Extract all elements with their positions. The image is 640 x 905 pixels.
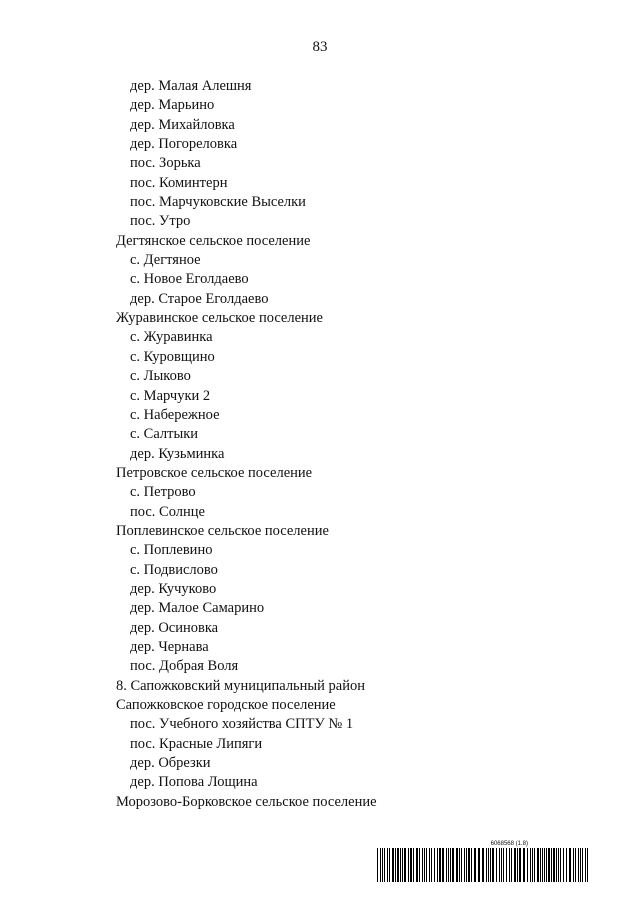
locality-item: с. Набережное [130,406,220,423]
locality-item: с. Марчуки 2 [130,387,211,404]
locality-item: дер. Обрезки [130,755,211,772]
locality-item: дер. Попова Лощина [130,774,258,791]
locality-item: с. Подвислово [130,561,218,578]
locality-item: пос. Утро [130,213,191,230]
barcode-image [377,848,590,882]
locality-item: с. Куровщино [130,348,215,365]
section-heading: Сапожковское городское поселение [116,697,336,713]
locality-item: дер. Кучуково [130,580,217,597]
section-heading: Морозово-Борковское сельское поселение [116,793,377,810]
locality-item: с. Лыково [130,368,191,385]
locality-item: дер. Чернава [130,638,209,655]
locality-item: дер. Малое Самарино [130,600,265,617]
locality-item: пос. Добрая Воля [130,658,239,675]
locality-item: дер. Погореловка [130,136,238,153]
settlement-list [116,77,596,812]
locality-item: с. Поплевино [130,542,213,559]
locality-item: дер. Марьино [130,97,215,114]
locality-item: пос. Солнце [130,503,205,520]
section-heading: 8. Сапожковский муниципальный район [116,677,366,694]
locality-item: с. Дегтяное [130,252,201,269]
stamp-code: 6068568 (1.8) [490,841,528,847]
locality-item: пос. Марчуковские Выселки [130,194,306,211]
section-heading: Петровское сельское поселение [116,464,313,481]
locality-item: дер. Михайловка [130,116,235,133]
locality-item: пос. Красные Липяги [130,735,263,752]
locality-item: с. Петрово [130,484,196,501]
locality-item: пос. Учебного хозяйства СПТУ № 1 [130,716,354,733]
locality-item: с. Салтыки [130,426,199,443]
locality-item: дер. Старое Еголдаево [130,290,269,307]
locality-item: дер. Малая Алешня [130,78,252,94]
locality-item: с. Новое Еголдаево [130,271,249,288]
section-heading: Журавинское сельское поселение [116,310,323,327]
locality-item: дер. Осиновка [130,619,219,636]
page-number: 83 [312,39,328,55]
section-heading: Дегтянское сельское поселение [116,232,311,249]
section-heading: Поплевинское сельское поселение [116,522,329,539]
locality-item: с. Журавинка [130,329,213,346]
document-stamp [377,841,590,882]
locality-item: пос. Коминтерн [130,174,228,191]
locality-item: дер. Кузьминка [130,445,225,462]
locality-item: пос. Зорька [130,155,201,172]
